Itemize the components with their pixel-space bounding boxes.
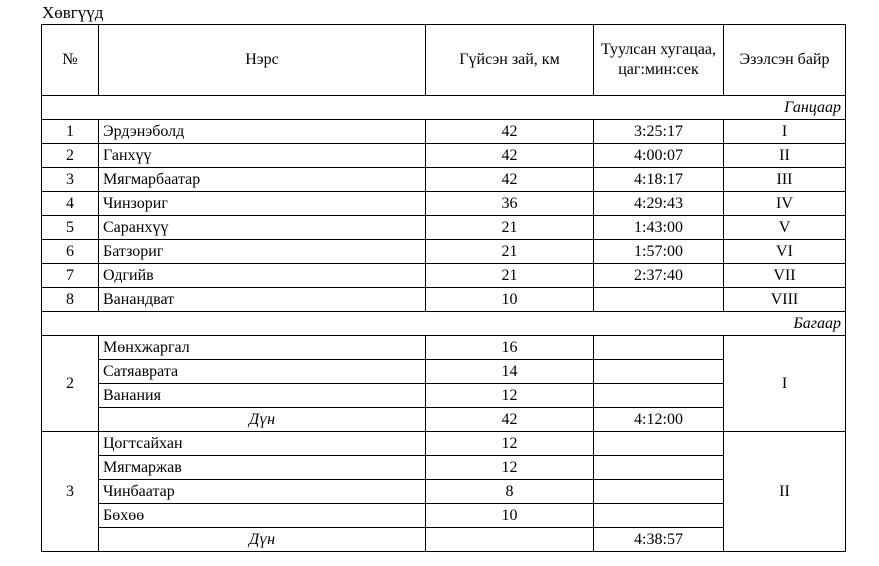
cell-name: Бөхөө xyxy=(99,504,426,528)
header-name: Нэрс xyxy=(99,25,426,96)
cell-name: Мягмарбаатар xyxy=(99,168,426,192)
cell-place: VIII xyxy=(724,288,846,312)
cell-name: Чинбаатар xyxy=(99,480,426,504)
cell-time: 4:18:17 xyxy=(594,168,724,192)
cell-distance: 12 xyxy=(426,456,594,480)
cell-name: Чинзориг xyxy=(99,192,426,216)
cell-name: Саранхүү xyxy=(99,216,426,240)
header-place: Эзэлсэн байр xyxy=(724,25,846,96)
table-row xyxy=(42,120,846,144)
table-row xyxy=(42,144,846,168)
cell-place: VI xyxy=(724,240,846,264)
cell-name: Мягмаржав xyxy=(99,456,426,480)
cell-place: II xyxy=(724,144,846,168)
cell-name: Ганхүү xyxy=(99,144,426,168)
section-group xyxy=(42,312,846,336)
cell-place: IV xyxy=(724,192,846,216)
header-distance: Гүйсэн зай, км xyxy=(426,25,594,96)
cell-place: I xyxy=(724,120,846,144)
cell-place: III xyxy=(724,168,846,192)
team-num: 3 xyxy=(42,432,99,552)
cell-num: 5 xyxy=(42,216,99,240)
cell-distance: 16 xyxy=(426,336,594,360)
team-place: I xyxy=(724,336,846,432)
total-label: Дүн xyxy=(99,528,426,552)
total-label: Дүн xyxy=(99,408,426,432)
cell-time: 4:29:43 xyxy=(594,192,724,216)
cell-num: 2 xyxy=(42,144,99,168)
cell-distance: 42 xyxy=(426,120,594,144)
cell-num: 3 xyxy=(42,168,99,192)
cell-name: Ванандват xyxy=(99,288,426,312)
cell-name: Одгийв xyxy=(99,264,426,288)
team-num: 2 xyxy=(42,336,99,432)
cell-time: 2:37:40 xyxy=(594,264,724,288)
section-label: Багаар xyxy=(42,312,846,336)
cell-time: 1:57:00 xyxy=(594,240,724,264)
table-row xyxy=(42,192,846,216)
header-num: № xyxy=(42,25,99,96)
cell-distance: 14 xyxy=(426,360,594,384)
team-place: II xyxy=(724,432,846,552)
cell-place: VII xyxy=(724,264,846,288)
cell-time xyxy=(594,336,724,360)
page-title: Хөвгүүд xyxy=(42,3,104,22)
table-row xyxy=(42,168,846,192)
cell-time xyxy=(594,384,724,408)
header-row xyxy=(42,25,846,96)
table-row xyxy=(42,288,846,312)
section-individual xyxy=(42,96,846,120)
cell-distance: 12 xyxy=(426,384,594,408)
cell-name: Сатяаврата xyxy=(99,360,426,384)
total-distance: 42 xyxy=(426,408,594,432)
team-member-row xyxy=(42,336,846,360)
cell-num: 7 xyxy=(42,264,99,288)
total-distance xyxy=(426,528,594,552)
cell-time xyxy=(594,504,724,528)
results-table xyxy=(41,24,846,552)
total-time: 4:38:57 xyxy=(594,528,724,552)
cell-distance: 42 xyxy=(426,144,594,168)
cell-distance: 8 xyxy=(426,480,594,504)
cell-time xyxy=(594,360,724,384)
cell-time xyxy=(594,288,724,312)
cell-num: 6 xyxy=(42,240,99,264)
cell-distance: 36 xyxy=(426,192,594,216)
section-label: Ганцаар xyxy=(42,96,846,120)
table-row xyxy=(42,216,846,240)
cell-distance: 42 xyxy=(426,168,594,192)
table-row xyxy=(42,264,846,288)
team-member-row xyxy=(42,432,846,456)
cell-time: 1:43:00 xyxy=(594,216,724,240)
cell-distance: 21 xyxy=(426,240,594,264)
cell-distance: 10 xyxy=(426,504,594,528)
cell-name: Цогтсайхан xyxy=(99,432,426,456)
cell-name: Ванания xyxy=(99,384,426,408)
total-time: 4:12:00 xyxy=(594,408,724,432)
cell-num: 8 xyxy=(42,288,99,312)
cell-time xyxy=(594,480,724,504)
cell-name: Батзориг xyxy=(99,240,426,264)
cell-time: 4:00:07 xyxy=(594,144,724,168)
cell-time: 3:25:17 xyxy=(594,120,724,144)
cell-time xyxy=(594,432,724,456)
cell-name: Эрдэнэболд xyxy=(99,120,426,144)
cell-distance: 10 xyxy=(426,288,594,312)
cell-num: 1 xyxy=(42,120,99,144)
table-row xyxy=(42,240,846,264)
header-time: Туулсан хугацаа, цаг:мин:сек xyxy=(594,25,724,96)
cell-time xyxy=(594,456,724,480)
cell-place: V xyxy=(724,216,846,240)
cell-num: 4 xyxy=(42,192,99,216)
cell-distance: 12 xyxy=(426,432,594,456)
cell-distance: 21 xyxy=(426,264,594,288)
cell-name: Мөнхжаргал xyxy=(99,336,426,360)
cell-distance: 21 xyxy=(426,216,594,240)
